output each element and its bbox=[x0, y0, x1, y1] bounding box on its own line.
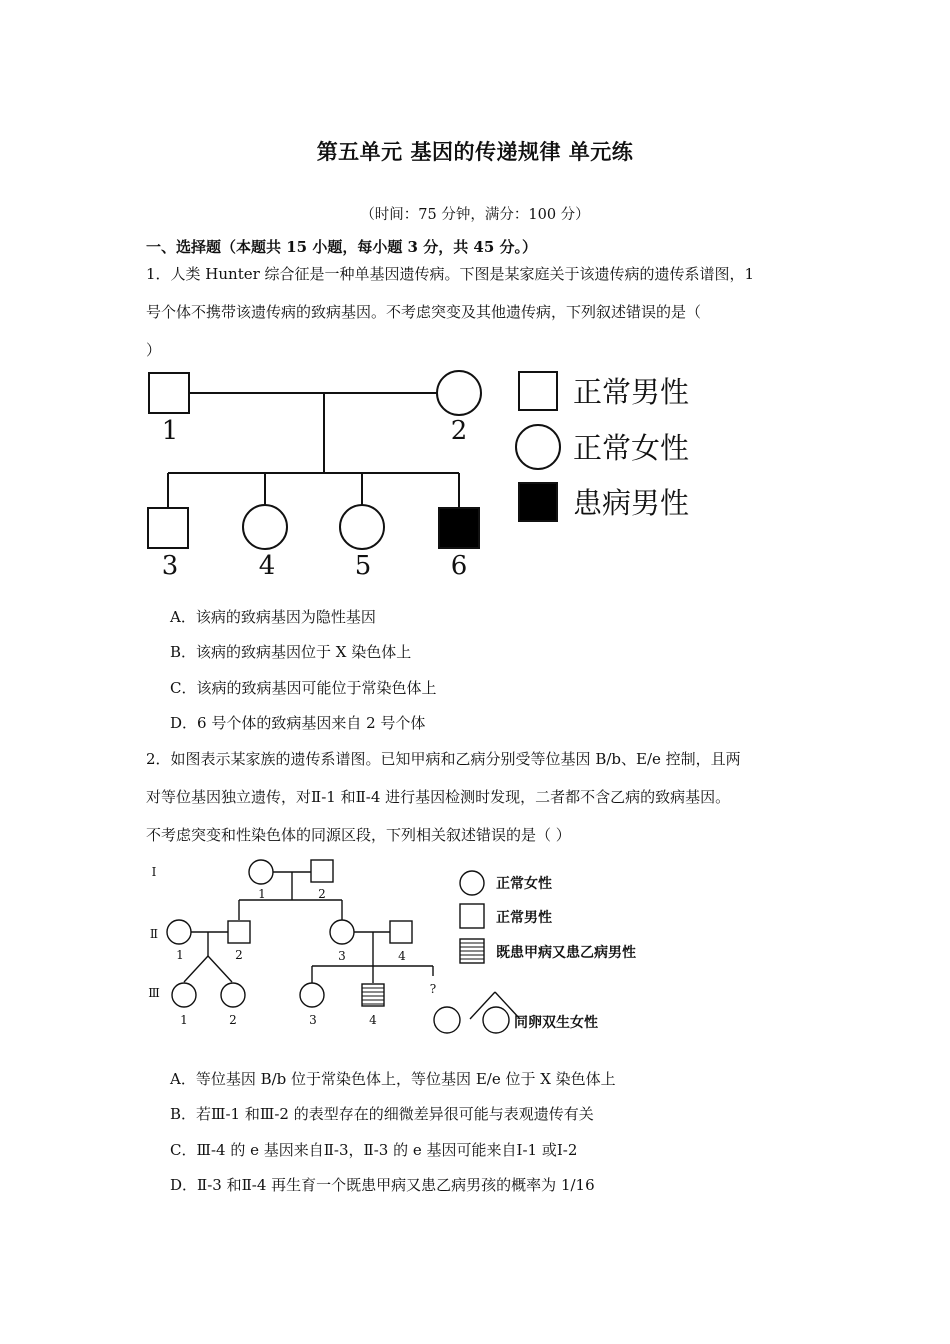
svg-text:2: 2 bbox=[318, 887, 326, 901]
pedigree-1-individual-1 bbox=[149, 373, 189, 413]
question-2-line-1: 2．如图表示某家族的遗传系谱图。已知甲病和乙病分别受等位基因 B/b、E/e 控制，且两 bbox=[146, 750, 741, 768]
pedigree-1-label-2: 2 bbox=[450, 416, 468, 446]
question-1-text bbox=[146, 255, 806, 369]
pedigree-1-individual-2 bbox=[437, 371, 481, 415]
pedigree-diagram-2 bbox=[140, 852, 680, 1042]
question-1-option-c[interactable]: C．该病的致病基因可能位于常染色体上 bbox=[170, 679, 437, 697]
pedigree-1-individual-5 bbox=[340, 505, 384, 549]
legend-affected-male-label: 患病男性 bbox=[573, 486, 690, 520]
legend-2-identical-twins: 同卵双生女性 bbox=[514, 1015, 598, 1031]
section-heading: 一、选择题（本题共 15 小题，每小题 3 分，共 45 分。） bbox=[146, 238, 538, 256]
pedigree-1-label-4: 4 bbox=[258, 551, 276, 581]
legend-2-normal-female: 正常女性 bbox=[496, 876, 552, 892]
question-2-text bbox=[146, 740, 806, 854]
pedigree-diagram-1 bbox=[140, 362, 710, 587]
unknown-offspring-mark: ? bbox=[429, 982, 437, 996]
page-title: 第五单元 基因的传递规律 单元练 bbox=[316, 139, 634, 164]
pedigree-1-label-5: 5 bbox=[354, 551, 372, 581]
svg-text:1: 1 bbox=[176, 948, 184, 962]
pedigree-1-individual-4 bbox=[243, 505, 287, 549]
legend-2-affected-male: 既患甲病又患乙病男性 bbox=[496, 945, 636, 961]
question-2-line-2: 对等位基因独立遗传，对Ⅱ-1 和Ⅱ-4 进行基因检测时发现，二者都不含乙病的致病基因。 bbox=[146, 788, 731, 806]
legend-normal-female-label: 正常女性 bbox=[573, 431, 690, 465]
gen-label-2: Ⅱ bbox=[149, 927, 159, 941]
svg-text:1: 1 bbox=[180, 1013, 188, 1027]
legend-affected-male-symbol bbox=[519, 483, 557, 521]
question-2-option-c[interactable]: C．Ⅲ-4 的 e 基因来自Ⅱ-3，Ⅱ-3 的 e 基因可能来自Ⅰ-1 或Ⅰ-2 bbox=[170, 1141, 578, 1159]
svg-text:1: 1 bbox=[258, 887, 266, 901]
legend-normal-male-label: 正常男性 bbox=[573, 375, 690, 409]
legend-normal-female-symbol bbox=[516, 425, 560, 469]
gen-label-1: Ⅰ bbox=[151, 865, 157, 879]
pedigree-1-individual-3 bbox=[148, 508, 188, 548]
question-2-option-b[interactable]: B．若Ⅲ-1 和Ⅲ-2 的表型存在的细微差异很可能与表观遗传有关 bbox=[170, 1105, 594, 1123]
question-1-option-b[interactable]: B．该病的致病基因位于 X 染色体上 bbox=[170, 643, 412, 661]
question-1-option-a[interactable]: A．该病的致病基因为隐性基因 bbox=[170, 608, 376, 626]
svg-text:2: 2 bbox=[235, 948, 243, 962]
question-1-line-1: 1．人类 Hunter 综合征是一种单基因遗传病。下图是某家庭关于该遗传病的遗传系谱图，1 bbox=[146, 265, 755, 283]
svg-text:4: 4 bbox=[398, 949, 406, 963]
pedigree-1-individual-6-affected bbox=[439, 508, 479, 548]
svg-text:3: 3 bbox=[338, 949, 346, 963]
legend-2-normal-male: 正常男性 bbox=[496, 910, 552, 926]
svg-text:3: 3 bbox=[309, 1013, 317, 1027]
legend-normal-male-symbol bbox=[519, 372, 557, 410]
question-2-option-d[interactable]: D．Ⅱ-3 和Ⅱ-4 再生育一个既患甲病又患乙病男孩的概率为 1/16 bbox=[170, 1176, 595, 1194]
question-1-option-d[interactable]: D．6 号个体的致病基因来自 2 号个体 bbox=[170, 714, 426, 732]
svg-text:4: 4 bbox=[369, 1013, 377, 1027]
question-2-line-3: 不考虑突变和性染色体的同源区段，下列相关叙述错误的是（ ） bbox=[146, 826, 571, 844]
pedigree-1-label-6: 6 bbox=[450, 551, 468, 581]
pedigree-1-label-1: 1 bbox=[161, 416, 179, 446]
question-1-line-2: 号个体不携带该遗传病的致病基因。不考虑突变及其他遗传病，下列叙述错误的是（ bbox=[146, 303, 702, 321]
gen-label-3: Ⅲ bbox=[148, 986, 160, 1000]
question-1-line-3: ） bbox=[146, 341, 162, 359]
question-2-option-a[interactable]: A．等位基因 B/b 位于常染色体上，等位基因 E/e 位于 X 染色体上 bbox=[170, 1070, 616, 1088]
pedigree-1-label-3: 3 bbox=[161, 551, 179, 581]
svg-text:2: 2 bbox=[229, 1013, 237, 1027]
exam-info: （时间：75 分钟，满分：100 分） bbox=[360, 207, 590, 223]
